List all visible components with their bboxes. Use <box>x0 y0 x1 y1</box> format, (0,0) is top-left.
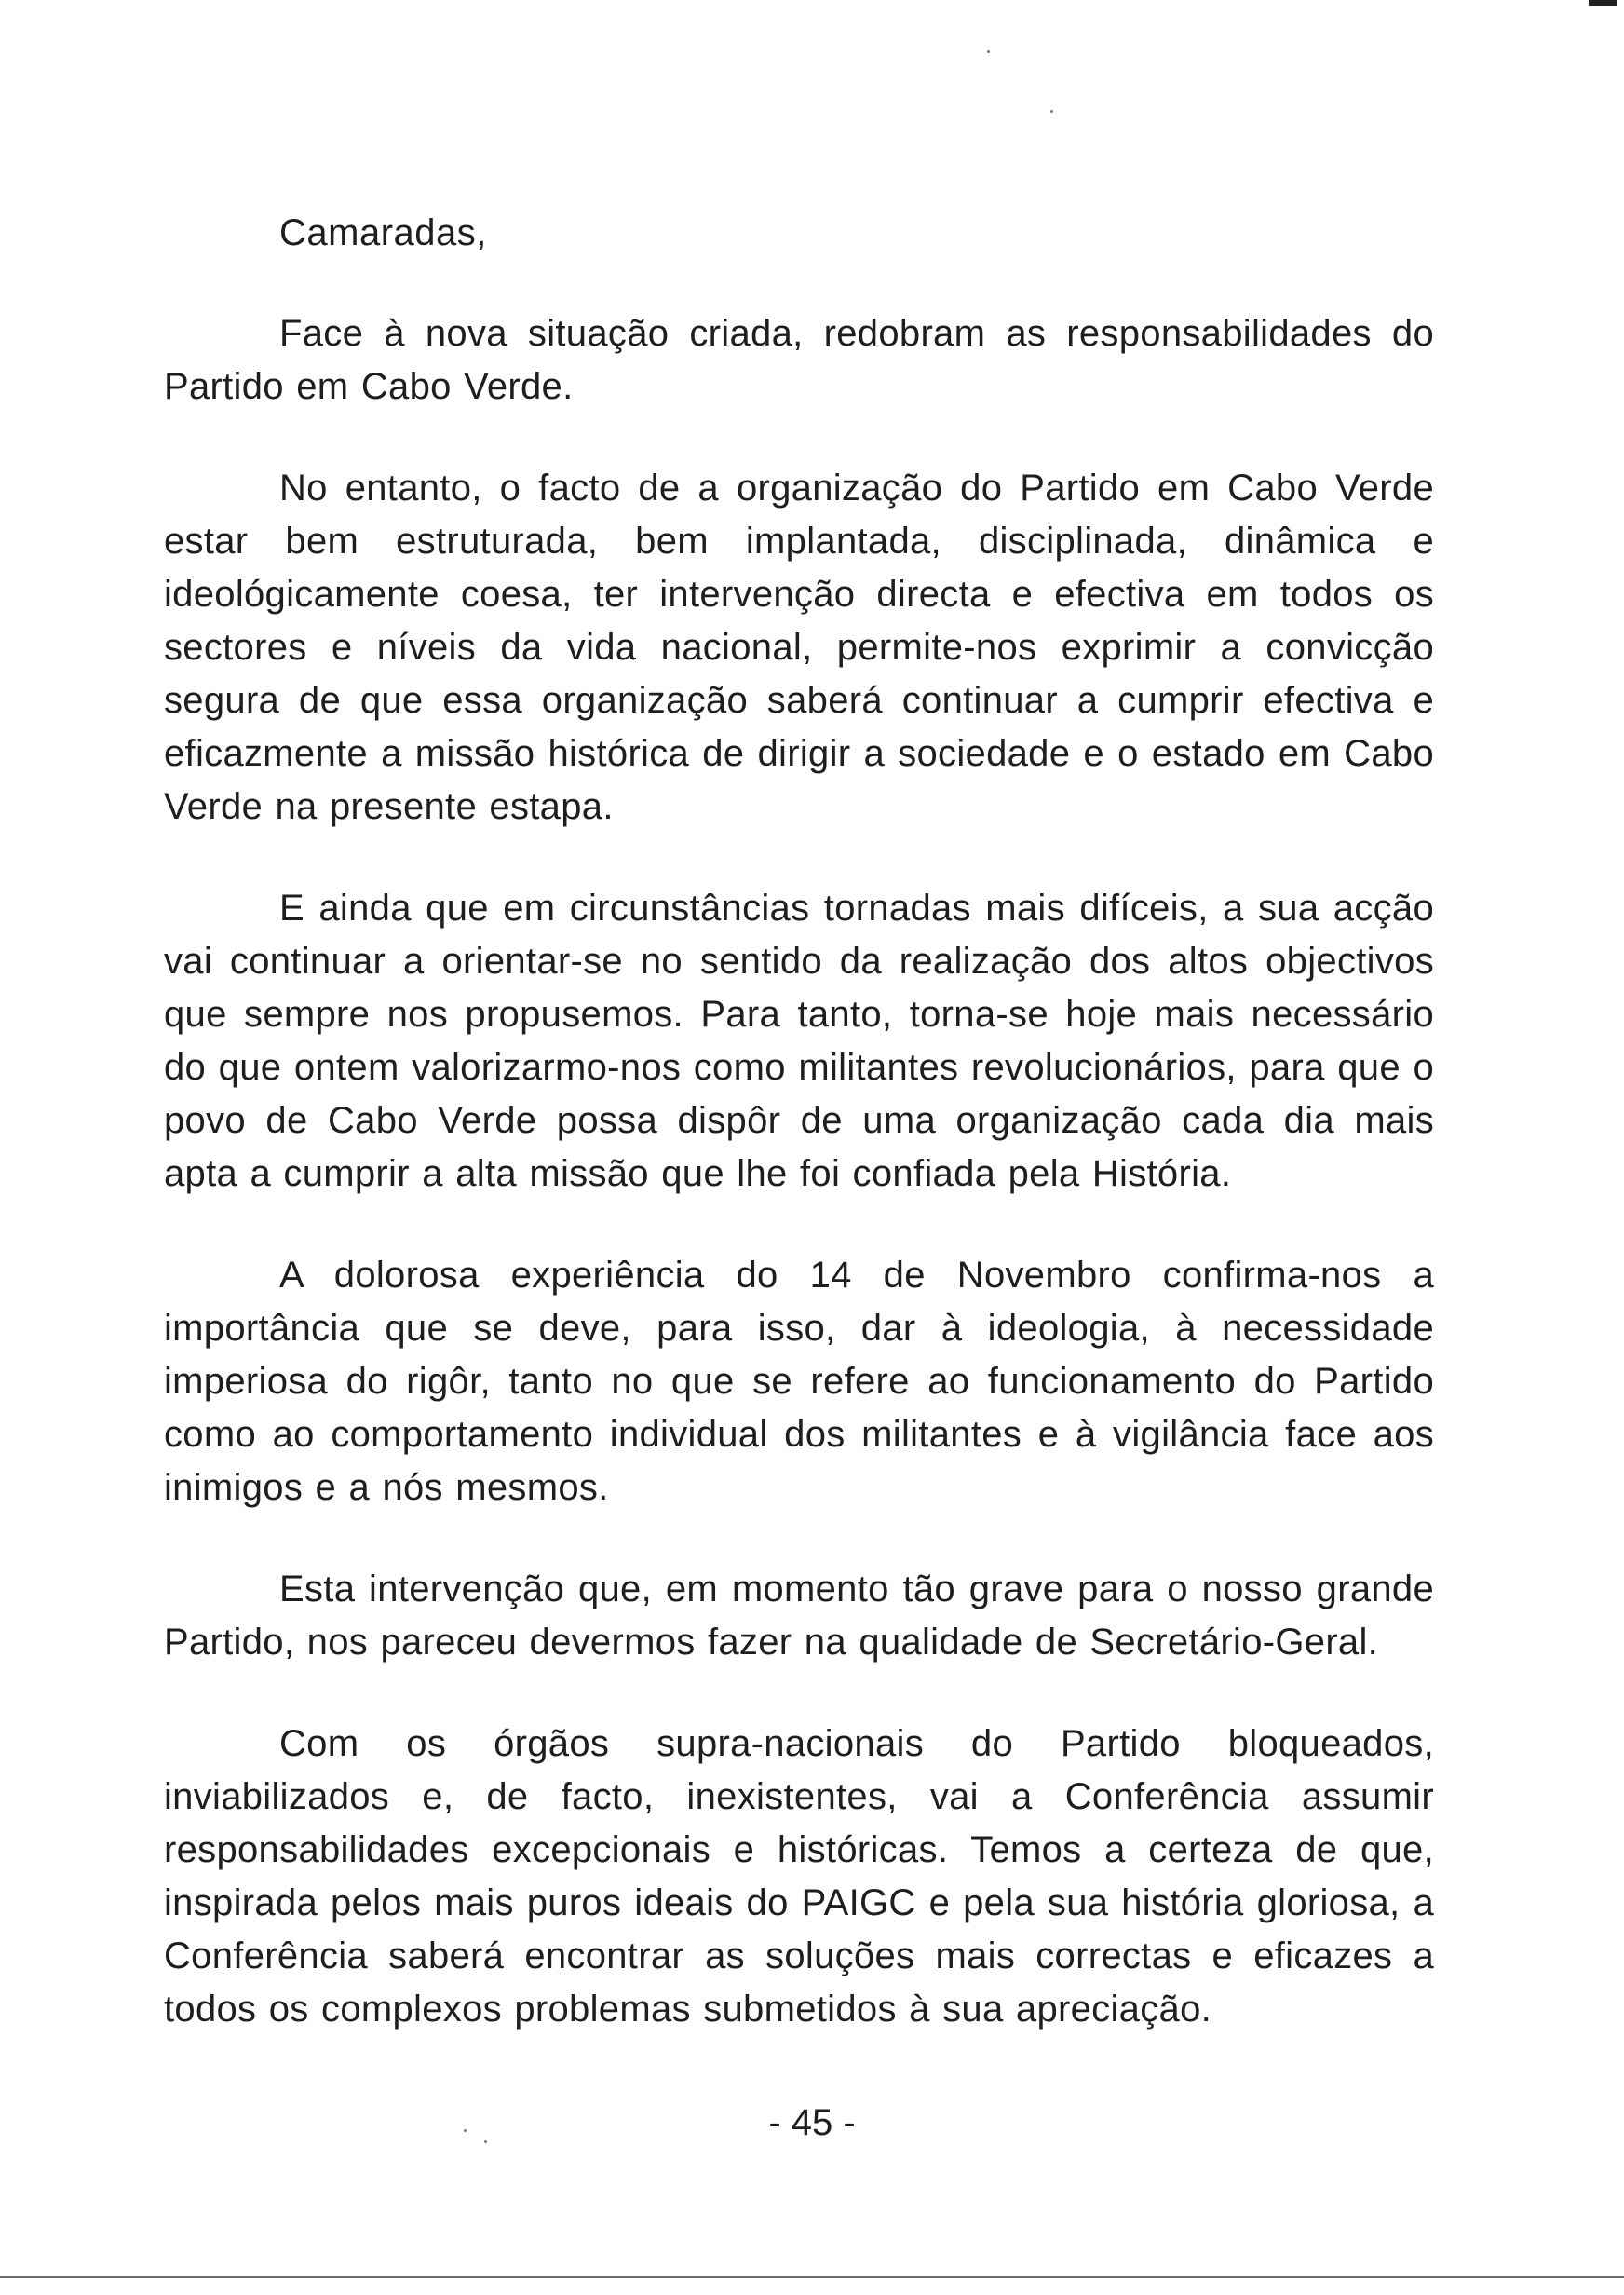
scan-speck <box>1050 110 1053 113</box>
paragraph: Face à nova situação criada, redobram as responsabilidades do Partido em Cabo Verde. <box>164 313 1434 407</box>
scan-speck <box>987 50 990 53</box>
paragraph: E ainda que em circunstâncias tornadas mais difíceis, a sua acção vai continuar a orientar-se no sentido da realização dos altos objectivos que sempre nos propusemos. Para tanto, torna-se hoje mais necessário do que ontem valorizarmo-nos como militantes revolucionários, para que o povo de Cabo Verde possa dispôr de uma organização cada dia mais apta a cumprir a alta missão que lhe foi confiada pela História. <box>164 888 1434 1194</box>
page-number: - 45 - <box>768 2102 856 2143</box>
paragraph: Com os órgãos supra-nacionais do Partido bloqueados, inviabilizados e, de facto, inexistentes, vai a Conferência assumir responsabilidades excepcionais e históricas. Temos a certeza de que, inspirada pelos mais puros ideais do PAIGC e pela sua história gloriosa, a Conferência saberá encontrar as soluções mais correctas e eficazes a todos os complexos problemas submetidos à sua apreciação. <box>164 1723 1434 2030</box>
bottom-edge-line <box>0 2276 1624 2278</box>
paragraph: No entanto, o facto de a organização do Partido em Cabo Verde estar bem estruturada, bem implantada, disciplinada, dinâmica e ideológicamente coesa, ter intervenção directa e efectiva em todos os sectores e níveis da vida nacional, permite-nos exprimir a convicção segura de que essa organização saberá continuar a cumprir efectiva e eficazmente a missão histórica de dirigir a sociedade e o estado em Cabo Verde na presente estapa. <box>164 468 1434 827</box>
salutation: Camaradas, <box>279 212 487 253</box>
paragraph: A dolorosa experiência do 14 de Novembro confirma-nos a importância que se deve, para isso, dar à ideologia, à necessidade imperiosa do rigôr, tanto no que se refere ao funcionamento do Partido como ao comportamento individual dos militantes e à vigilância face aos inimigos e a nós mesmos. <box>164 1255 1434 1508</box>
corner-scan-mark <box>1589 0 1617 6</box>
letter-body <box>164 207 1434 2085</box>
paragraph: Esta intervenção que, em momento tão grave para o nosso grande Partido, nos pareceu devermos fazer na qualidade de Secretário-Geral. <box>164 1568 1434 1663</box>
